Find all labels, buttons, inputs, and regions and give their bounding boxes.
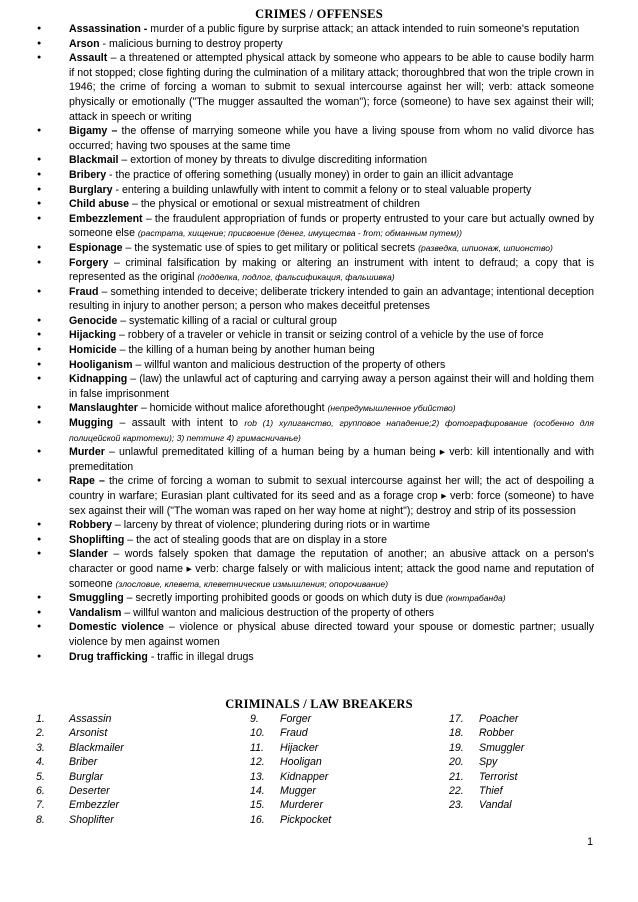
offense-item xyxy=(36,285,594,314)
criminal-name: Vandal xyxy=(479,799,512,812)
offense-definition: – robbery of a traveler or vehicle in transit or seizing control of a vehicle by the use of force xyxy=(116,329,544,342)
offense-term: Genocide xyxy=(69,314,118,327)
offense-item xyxy=(36,197,594,212)
offense-item xyxy=(36,328,594,343)
criminal-number: 23. xyxy=(449,799,464,812)
offense-definition: – extortion of money by threats to divulge discrediting information xyxy=(118,154,428,167)
offense-list xyxy=(36,22,594,664)
criminal-number: 14. xyxy=(250,785,265,798)
offense-definition: – the act of stealing goods that are on display in a store xyxy=(124,533,387,546)
offense-item xyxy=(36,183,594,198)
criminal-number: 18. xyxy=(449,727,464,740)
offense-definition: – willful wanton and malicious destruction of the property of others xyxy=(121,606,435,619)
offense-definition: – the killing of a human being by another human being xyxy=(116,344,375,357)
offense-term: Shoplifting xyxy=(69,533,125,546)
criminals-column-2 xyxy=(250,712,331,827)
offense-translation: rob (1) хулиганство, групповое нападение;2) фотографирование (особенно для полицейской картотеки); 3) петтинг 4) гримасничанье) xyxy=(69,418,594,443)
criminal-item xyxy=(250,755,331,769)
offense-definition: – the systematic use of spies to get military or political secrets xyxy=(122,241,419,254)
criminal-name: Murderer xyxy=(280,799,323,812)
offense-item xyxy=(36,474,594,518)
offense-definition: – willful wanton and malicious destruction of the property of others xyxy=(132,358,446,371)
offense-term: Robbery xyxy=(69,519,112,532)
criminal-item xyxy=(250,770,331,784)
offense-definition: – a threatened or attempted physical attack by someone who appears to be able to cause bodily harm if not stopped; close fighting during the culmination of a military attack; thoroughbred that won the triple crown in 1946; the crime of forcing a woman to submit to sexual intercourse against her will; verb: attack someone physically or emotionally ("The mugger assaulted the woman"); force (someone) to have sex against their will; attack in speech or writing xyxy=(69,52,594,123)
offense-term: Smuggling xyxy=(69,592,124,605)
criminal-name: Assassin xyxy=(69,713,112,725)
offense-term: Fraud xyxy=(69,285,99,298)
criminal-name: Deserter xyxy=(69,785,110,798)
criminal-number: 19. xyxy=(449,741,464,754)
offense-term: Bigamy – xyxy=(69,125,118,138)
offense-term: Hooliganism xyxy=(69,358,133,371)
criminal-number: 21. xyxy=(449,770,464,783)
offense-definition: – larceny by threat of violence; plundering during riots or in wartime xyxy=(111,519,430,532)
offense-definition: murder of a public figure by surprise attack; an attack intended to ruin someone's reputation xyxy=(147,23,580,35)
offense-item xyxy=(36,358,594,373)
criminal-number: 9. xyxy=(250,713,259,725)
criminal-number: 13. xyxy=(250,770,265,783)
section-title-criminals: CRIMINALS / LAW BREAKERS xyxy=(225,697,413,711)
offense-item xyxy=(36,153,594,168)
criminal-name: Mugger xyxy=(280,785,316,798)
criminal-number: 5. xyxy=(36,770,45,783)
criminal-name: Burglar xyxy=(69,770,104,783)
offense-term: Homicide xyxy=(69,344,117,357)
offense-item xyxy=(36,620,594,649)
criminal-name: Briber xyxy=(69,756,98,769)
offense-item xyxy=(36,533,594,548)
criminal-number: 1. xyxy=(36,713,45,725)
offense-item xyxy=(36,212,594,241)
offense-translation: (непредумышленное убийство) xyxy=(327,403,456,414)
criminal-item xyxy=(36,770,124,784)
criminal-item xyxy=(36,784,124,798)
offense-definition: - traffic in illegal drugs xyxy=(147,650,254,663)
offense-item xyxy=(36,650,594,665)
criminal-item xyxy=(36,755,124,769)
criminal-name: Robber xyxy=(479,727,514,740)
offense-term: Blackmail xyxy=(69,154,119,167)
criminal-name: Pickpocket xyxy=(280,813,332,826)
offense-term: Domestic violence xyxy=(69,621,164,634)
criminals-column-3 xyxy=(449,712,524,813)
criminal-name: Blackmailer xyxy=(69,741,124,754)
offense-definition: – homicide without malice aforethought xyxy=(137,402,328,415)
section-title-crimes: CRIMES / OFFENSES xyxy=(255,7,383,21)
offense-term: Rape – xyxy=(69,475,105,488)
criminal-number: 11. xyxy=(250,741,264,754)
criminal-number: 8. xyxy=(36,813,45,826)
offense-definition: – (law) the unlawful act of capturing and carrying away a person against their will and holding them in false imprisonment xyxy=(69,373,594,400)
page-number: 1 xyxy=(587,836,593,848)
offense-definition: – unlawful premeditated killing of a human being by a human being ▸ verb: kill intentionally and with premeditation xyxy=(69,446,594,473)
offense-term: Burglary xyxy=(69,183,113,196)
criminal-item xyxy=(449,784,524,798)
criminal-number: 6. xyxy=(36,785,45,798)
criminal-item xyxy=(36,726,124,740)
criminal-name: Fraud xyxy=(280,727,308,740)
offense-definition: - entering a building unlawfully with intent to commit a felony or to steal valuable property xyxy=(112,183,532,196)
criminal-name: Terrorist xyxy=(479,770,518,783)
offense-definition: the crime of forcing a woman to submit to sexual intercourse against her will; the act of despoiling a country in warfare; Eurasian plant cultivated for its seed and as a forage crop ▸ verb: force (someone) to have sex against their will ("The woman was raped on her way home at night"); destroy and strip of its possession xyxy=(69,475,594,517)
offense-definition: – something intended to deceive; deliberate trickery intended to gain an advantage; intentional deception resulting in injury to another person; a person who makes deceitful pretenses xyxy=(69,285,594,313)
criminal-number: 3. xyxy=(36,741,45,754)
offense-item xyxy=(36,606,594,621)
offense-term: Bribery xyxy=(69,168,107,181)
offense-definition: – the fraudulent appropriation of funds or property entrusted to your care but actually owned by someone else xyxy=(69,212,594,240)
criminal-name: Shoplifter xyxy=(69,813,114,826)
criminal-number: 4. xyxy=(36,756,45,769)
offense-term: Forgery xyxy=(69,256,109,269)
offense-term: Embezzlement xyxy=(69,212,143,225)
offense-definition: the offense of marrying someone while you have a living spouse from whom no valid divorce has occurred; having two spouses at the same time xyxy=(69,125,594,152)
offense-translation: (подделка, подлог, фальсификация, фальшивка) xyxy=(197,272,395,283)
criminal-name: Smuggler xyxy=(479,741,525,754)
criminal-item xyxy=(449,712,524,726)
offense-definition: - malicious burning to destroy property xyxy=(99,37,283,50)
criminal-item xyxy=(250,798,331,812)
criminal-number: 15. xyxy=(250,799,265,812)
offense-translation: (разведка, шпионаж, шпионство) xyxy=(418,242,553,253)
offense-item xyxy=(36,445,594,474)
offense-term: Slander xyxy=(69,548,108,561)
offense-term: Arson xyxy=(69,37,100,50)
criminal-name: Forger xyxy=(280,713,312,725)
criminal-item xyxy=(449,798,524,812)
offense-item xyxy=(36,416,594,445)
criminal-item xyxy=(449,755,524,769)
criminal-number: 12. xyxy=(250,756,265,769)
criminal-item xyxy=(36,798,124,812)
criminal-item xyxy=(36,813,124,827)
criminals-list xyxy=(36,712,596,828)
criminal-number: 7. xyxy=(36,799,45,812)
criminal-item xyxy=(250,741,331,755)
criminal-name: Spy xyxy=(479,756,498,769)
offense-definition: – criminal falsification by making or altering an instrument with intent to defraud; a copy that is represented as the original xyxy=(69,256,594,284)
offense-translation: (контрабанда) xyxy=(445,593,506,604)
offense-item xyxy=(36,168,594,183)
criminal-number: 17. xyxy=(449,713,464,725)
offense-definition: – assault with intent to xyxy=(113,417,245,430)
offense-term: Assassination - xyxy=(69,23,148,35)
criminal-item xyxy=(449,770,524,784)
criminal-item xyxy=(250,712,331,726)
offense-term: Murder xyxy=(69,446,105,459)
offense-item xyxy=(36,256,594,285)
offense-definition: – words falsely spoken that damage the reputation of another; an abusive attack on a person's character or good name ▸ verb: charge falsely or with malicious intent; attack the good name and reputation of someone xyxy=(69,548,594,590)
offense-item xyxy=(36,591,594,606)
criminal-name: Hooligan xyxy=(280,756,322,769)
offense-definition: – systematic killing of a racial or cultural group xyxy=(117,314,337,327)
offense-translation: (растрата, хищение; присвоение (денег, имущества - from; обманным путем)) xyxy=(137,228,462,239)
offense-item xyxy=(36,401,594,416)
offense-term: Vandalism xyxy=(69,606,122,619)
offense-item xyxy=(36,547,594,591)
offense-term: Hijacking xyxy=(69,329,117,342)
criminal-number: 10. xyxy=(250,727,265,740)
offense-item xyxy=(36,314,594,329)
offense-item xyxy=(36,22,594,37)
criminal-name: Arsonist xyxy=(69,727,108,740)
criminal-number: 22. xyxy=(449,785,464,798)
criminal-item xyxy=(250,726,331,740)
offense-definition: – secretly importing prohibited goods or goods on which duty is due xyxy=(123,592,446,605)
offense-term: Mugging xyxy=(69,417,114,430)
offense-item xyxy=(36,51,594,124)
offense-definition: - the practice of offering something (usually money) in order to gain an illicit advantage xyxy=(106,168,514,181)
criminal-item xyxy=(449,741,524,755)
offense-definition: – violence or physical abuse directed toward your spouse or domestic partner; usually violence by men against women xyxy=(69,621,594,648)
criminal-number: 20. xyxy=(449,756,464,769)
criminal-item xyxy=(449,726,524,740)
offense-item xyxy=(36,372,594,401)
criminal-number: 2. xyxy=(36,727,45,740)
offense-item xyxy=(36,37,594,52)
criminal-name: Hijacker xyxy=(280,741,319,754)
offense-term: Manslaughter xyxy=(69,402,138,415)
criminal-item xyxy=(250,784,331,798)
criminal-name: Kidnapper xyxy=(280,770,329,783)
offense-term: Drug trafficking xyxy=(69,650,148,663)
offense-term: Assault xyxy=(69,52,108,65)
criminals-column-1 xyxy=(36,712,124,827)
offense-definition: – the physical or emotional or sexual mistreatment of children xyxy=(129,198,420,211)
offense-term: Child abuse xyxy=(69,198,130,211)
criminal-number: 16. xyxy=(250,813,265,826)
offense-term: Kidnapping xyxy=(69,373,128,386)
offense-item xyxy=(36,124,594,153)
offense-term: Espionage xyxy=(69,241,123,254)
criminal-name: Poacher xyxy=(479,713,519,725)
offense-item xyxy=(36,343,594,358)
offense-translation: (злословие, клевета, клеветнические измышления; опорочивание) xyxy=(115,578,389,589)
criminal-item xyxy=(36,741,124,755)
offense-item xyxy=(36,241,594,256)
offense-item xyxy=(36,518,594,533)
criminal-item xyxy=(250,813,331,827)
criminal-item xyxy=(36,712,124,726)
criminal-name: Thief xyxy=(479,785,503,798)
criminal-name: Embezzler xyxy=(69,799,120,812)
